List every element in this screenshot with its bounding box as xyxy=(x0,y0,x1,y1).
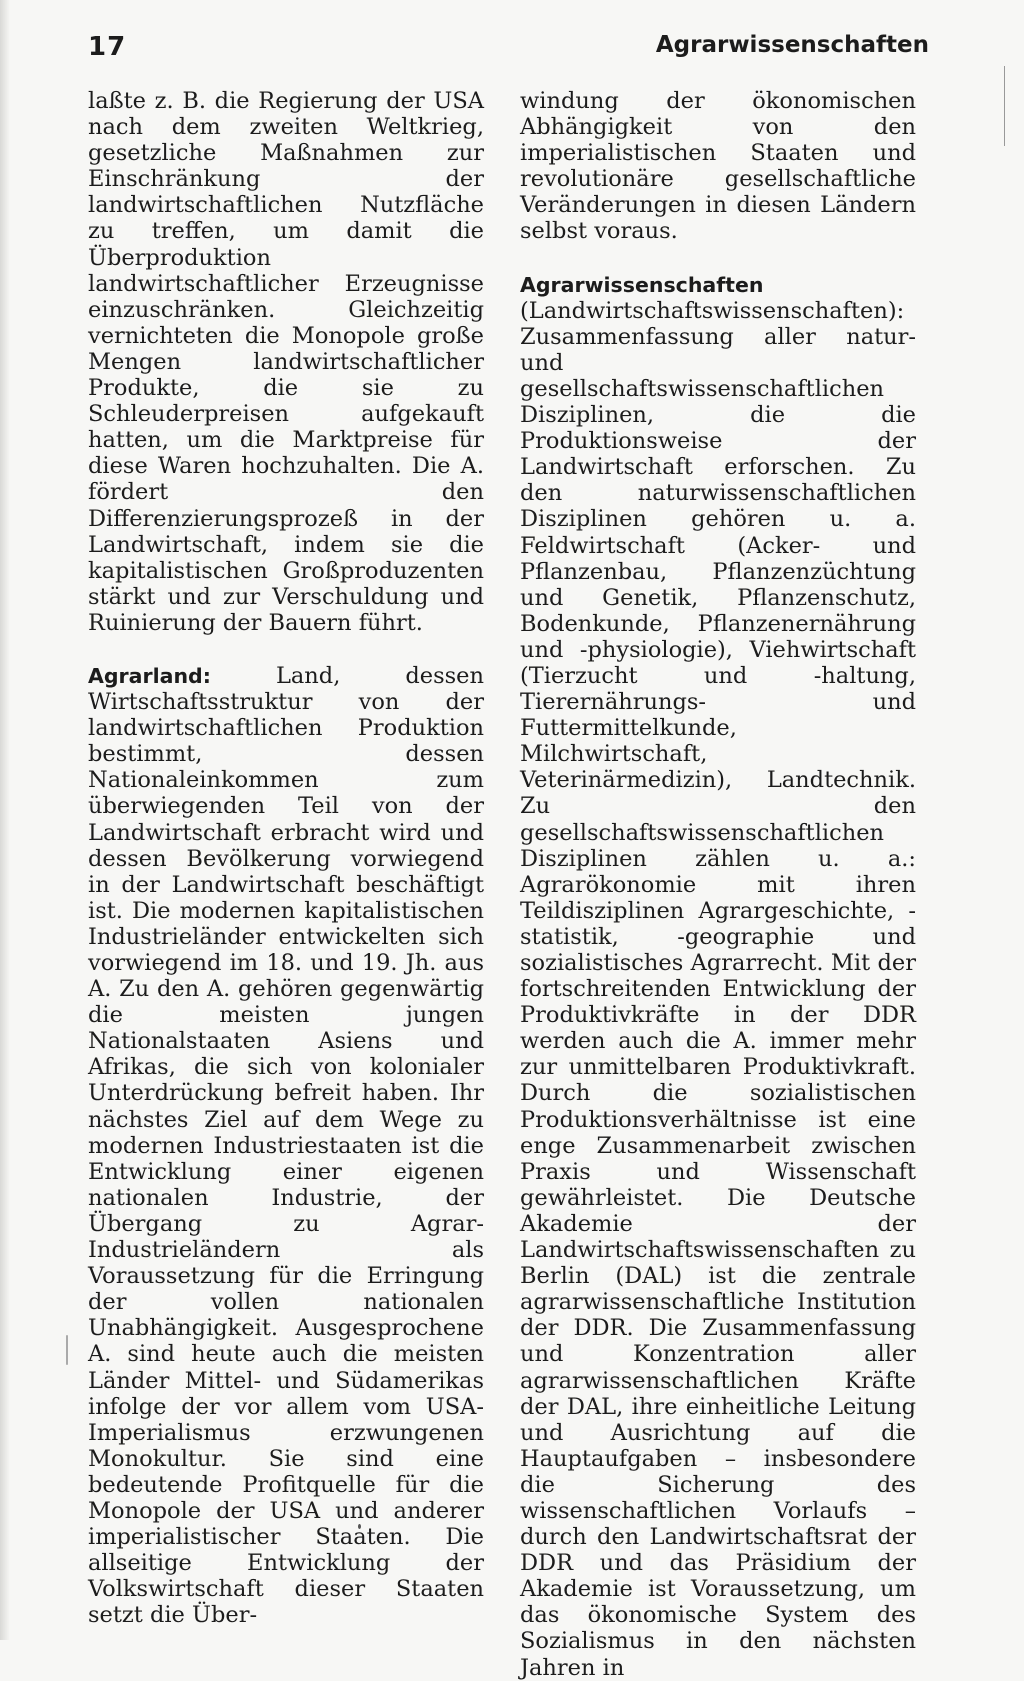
entry-body: Land, dessen Wirtschaftsstruktur von der landwirtschaftlichen Produktion bestimmt, dessen Nationaleinkommen zum überwiegenden Teil von der Landwirtschaft erbracht wird und dessen Bevölkerung vorwiegend in der Landwirtschaft beschäftigt ist. Die modernen kapitalistischen Industrieländer entwickelten sich vorwiegend im 18. und 19. Jh. aus A. Zu den A. gehören gegenwärtig die meisten jungen Nationalstaaten Asiens und Afrikas, die sich von kolonialer Unterdrückung befreit haben. Ihr nächstes Ziel auf dem Wege zu modernen Industriestaaten ist die Entwicklung einer eigenen nationalen Industrie, der Übergang zu Agrar-Industrieländern als Voraussetzung für die Erringung der vollen nationalen Unabhängigkeit. Ausgesprochene A. sind heute auch die meisten Länder Mittel- und Südamerikas infolge der vor allem vom USA-Imperialismus erzwungenen Monokultur. Sie sind eine bedeutende Profitquelle für die Monopole der USA und anderer imperialistischer Staaten. Die allseitige Entwicklung der Volkswirtschaft dieser Staaten setzt die Über- xyxy=(88,662,484,1629)
page-header xyxy=(88,32,929,72)
running-head: Agrarwissenschaften xyxy=(655,32,929,58)
margin-mark xyxy=(1004,66,1005,146)
continuation-paragraph: laßte z. B. die Regierung der USA nach dem zweiten Weltkrieg, gesetzliche Maßnahmen zur Einschränkung der landwirtschaftlichen Nutzfläche zu treffen, um damit die Überproduktion landwirtschaftlicher Erzeugnisse einzuschränken. Gleichzeitig vernichteten die Monopole große Mengen landwirtschaftlicher Produkte, die sie zu Schleuderpreisen aufgekauft hatten, um die Marktpreise für diese Waren hochzuhalten. Die A. fördert den Differenzierungsprozeß in der Landwirtschaft, indem sie die kapitalistischen Großproduzenten stärkt und zur Verschuldung und Ruinierung der Bauern führt. xyxy=(88,88,484,636)
entry-agrarland xyxy=(88,663,484,1628)
entry-separator xyxy=(520,245,916,272)
entry-headword: Agrarland: xyxy=(88,663,211,688)
scan-edge xyxy=(0,0,10,1640)
entry-agrarwissenschaften xyxy=(520,272,916,1681)
scan-speck xyxy=(66,1335,68,1365)
entry-headword: Agrarwissenschaften xyxy=(520,272,764,297)
page-number: 17 xyxy=(88,32,127,62)
left-column xyxy=(88,88,484,1628)
entry-body: (Landwirtschaftswissenschaften): Zusammenfassung aller natur- und gesellschaftswissenschaftlichen Disziplinen, die die Produktionsweise der Landwirtschaft erforschen. Zu den naturwissenschaftlichen Disziplinen gehören u. a. Feldwirtschaft (Acker- und Pflanzenbau, Pflanzenzüchtung und Genetik, Pflanzenschutz, Bodenkunde, Pflanzenernährung und -physiologie), Viehwirtschaft (Tierzucht und -haltung, Tierernährungs- und Futtermittelkunde, Milchwirtschaft, Veterinärmedizin), Landtechnik. Zu den gesellschaftswissenschaftlichen Disziplinen zählen u. a.: Agrarökonomie mit ihren Teildisziplinen Agrargeschichte, -statistik, -geographie und sozialistisches Agrarrecht. Mit der fortschreitenden Entwicklung der Produktivkräfte in der DDR werden auch die A. immer mehr zur unmittelbaren Produktivkraft. Durch die sozialistischen Produktionsverhältnisse ist eine enge Zusammenarbeit zwischen Praxis und Wissenschaft gewährleistet. Die Deutsche Akademie der Landwirtschaftswissenschaften zu Berlin (DAL) ist die zentrale agrarwissenschaftliche Institution der DDR. Die Zusammenfassung und Konzentration aller agrarwissenschaftlichen Kräfte der DAL, ihre einheitliche Leitung und Ausrichtung auf die Hauptaufgaben – insbesondere die Sicherung des wissenschaftlichen Vorlaufs – durch den Landwirtschaftsrat der DDR und das Präsidium der Akademie ist Voraussetzung, um das ökonomische System des Sozialismus in den nächsten Jahren in xyxy=(520,297,916,1681)
continuation-paragraph: windung der ökonomischen Abhängigkeit von den imperialistischen Staaten und revolutionäre gesellschaftliche Veränderungen in diesen Ländern selbst voraus. xyxy=(520,88,916,245)
right-column xyxy=(520,88,916,1681)
entry-separator xyxy=(88,636,484,663)
